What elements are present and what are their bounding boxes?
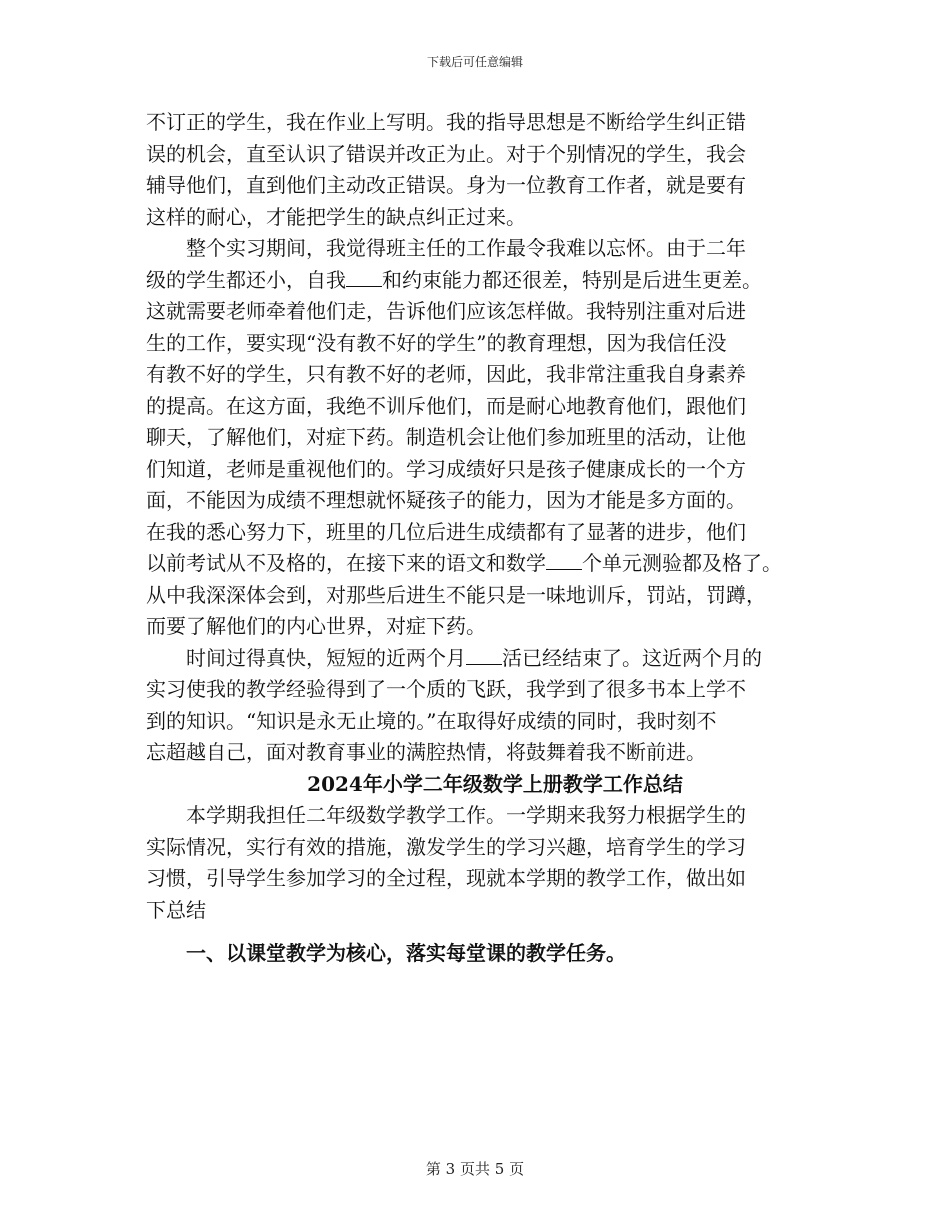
paragraph-line: 整个实习期间，我觉得班主任的工作最令我难以忘怀。由于二年 (186, 236, 746, 260)
fill-blank (346, 268, 382, 287)
text-span: 以前考试从不及格的，在接下来的语文和数学 (146, 551, 546, 575)
text-span: 和约束能力都还很差，特别是后进生更差。 (382, 267, 762, 292)
paragraph-line: 的提高。在这方面，我绝不训斥他们，而是耐心地教育他们，跟他们 (146, 393, 746, 418)
text-span: 活已经结束了。这近两个月的 (502, 645, 762, 670)
paragraph-line: 习惯，引导学生参加学习的全过程，现就本学期的教学工作，做出如 (146, 866, 746, 890)
paragraph-line: 生的工作，要实现“没有教不好的学生”的教育理想，因为我信任没 (146, 330, 727, 355)
document-title: 2024年小学二年级数学上册教学工作总结 (307, 771, 683, 796)
text-span: 时间过得真快，短短的近两个月 (186, 645, 466, 670)
paragraph-line: 们知道，老师是重视他们的。学习成绩好只是孩子健康成长的一个方 (146, 456, 746, 481)
paragraph-line: 聊天，了解他们，对症下药。制造机会让他们参加班里的活动，让他 (146, 425, 746, 449)
paragraph-line: 下总结 (146, 897, 206, 922)
section-heading: 一、以课堂教学为核心，落实每堂课的教学任务。 (186, 941, 626, 965)
fill-blank (546, 551, 582, 570)
paragraph-line: 忘超越自己，面对教育事业的满腔热情，将鼓舞着我不断前进。 (146, 740, 706, 764)
paragraph-line (146, 548, 836, 580)
paragraph-line: 本学期我担任二年级数学教学工作。一学期来我努力根据学生的 (186, 803, 746, 827)
paragraph-line: 不订正的学生，我在作业上写明。我的指导思想是不断给学生纠正错 (146, 110, 746, 134)
paragraph-line: 而要了解他们的内心世界，对症下药。 (146, 614, 486, 638)
paragraph-line: 有教不好的学生，只有教不好的老师，因此，我非常注重我自身素养 (146, 362, 746, 386)
paragraph-line: 这就需要老师牵着他们走，告诉他们应该怎样做。我特别注重对后进 (146, 299, 746, 323)
paragraph-line: 实习使我的教学经验得到了一个质的飞跃，我学到了很多书本上学不 (146, 677, 746, 701)
fill-blank (466, 646, 502, 665)
page-footer: 第 3 页共 5 页 (425, 1160, 525, 1178)
page-header: 下载后可任意编辑 (426, 55, 523, 69)
paragraph-line: 辅导他们，直到他们主动改正错误。身为一位教育工作者，就是要有 (146, 173, 746, 197)
paragraph-line (146, 265, 836, 297)
paragraph-line: 在我的悉心努力下，班里的几位后进生成绩都有了显著的进步，他们 (146, 519, 746, 544)
paragraph-line: 面，不能因为成绩不理想就怀疑孩子的能力，因为才能是多方面的。 (146, 488, 746, 512)
text-span: 个单元测验都及格了。 (582, 551, 782, 575)
paragraph-line: 这样的耐心，才能把学生的缺点纠正过来。 (146, 204, 526, 229)
paragraph-line: 从中我深深体会到，对那些后进生不能只是一味地训斥，罚站，罚蹲， (146, 582, 766, 607)
paragraph-line (146, 643, 836, 675)
text-span: 级的学生都还小，自我 (146, 267, 346, 292)
document-body (146, 107, 836, 970)
paragraph-line: 到的知识。“知识是永无止境的。”在取得好成绩的同时，我时刻不 (146, 708, 717, 733)
paragraph-line: 实际情况，实行有效的措施，激发学生的学习兴趣，培育学生的学习 (146, 834, 746, 859)
paragraph-line: 误的机会，直至认识了错误并改正为止。对于个别情况的学生，我会 (146, 141, 746, 166)
